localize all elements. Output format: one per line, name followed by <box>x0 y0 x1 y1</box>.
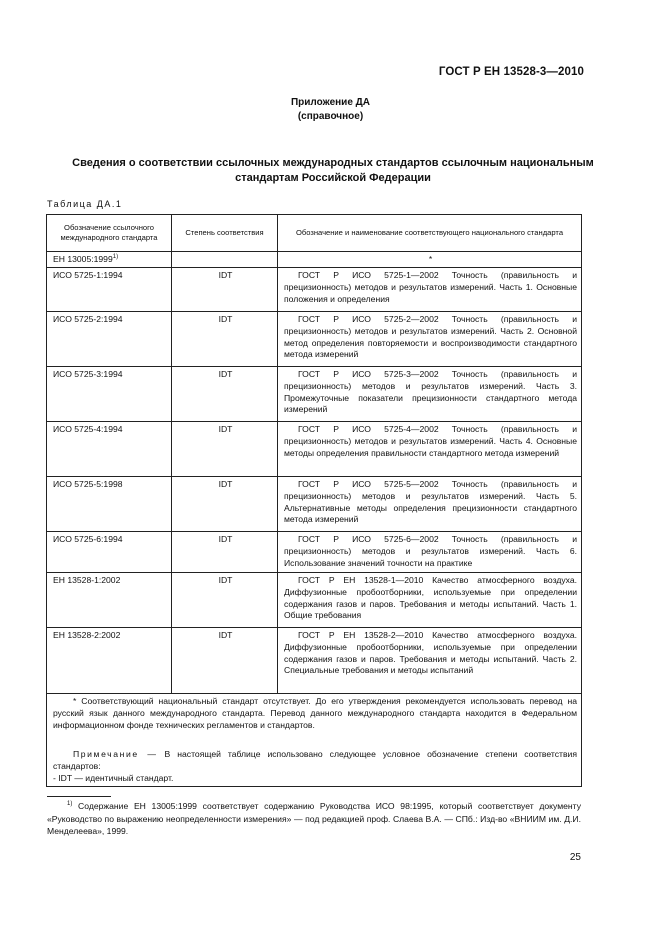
column-header-international: Обозначение ссылочного международного стандарта <box>47 215 172 252</box>
table-footnote-cell <box>47 694 582 787</box>
table-row <box>47 367 582 422</box>
table-row <box>47 268 582 312</box>
note-text: В настоящей таблице использовано следующее условное обозначение степени соответствия стандартов: <box>53 749 577 772</box>
table-label: Таблица ДА.1 <box>47 199 123 209</box>
national-standard-cell <box>278 477 582 532</box>
page-footnote-marker: 1) <box>67 801 73 808</box>
section-title: Сведения о соответствии ссылочных международных стандартов ссылочным национальным стандартам Российской Федерации <box>72 157 594 184</box>
international-standard-cell: ЕН 13528-2:2002 <box>47 628 172 694</box>
national-standard-text: ГОСТ Р ИСО 5725-4—2002 Точность (правильность и прецизионность) методов и результатов измерений. Часть 4. Основные методы определения правильности стандартного метода измерений <box>284 424 577 458</box>
international-standard-cell: ИСО 5725-1:1994 <box>47 268 172 312</box>
table-row <box>47 422 582 477</box>
table-footnote-row <box>47 694 582 787</box>
degree-cell: IDT <box>172 312 278 367</box>
footnote-separator <box>47 796 111 797</box>
degree-cell <box>172 252 278 268</box>
table-row <box>47 532 582 573</box>
degree-cell: IDT <box>172 532 278 573</box>
national-standard-text: ГОСТ Р ИСО 5725-3—2002 Точность (правильность и прецизионность) методов и результатов измерений. Часть 3. Промежуточные показатели прецизионности стандартного метода измерений <box>284 369 577 415</box>
table-row <box>47 477 582 532</box>
table-header-row <box>47 215 582 252</box>
document-number: ГОСТ Р ЕН 13528-3—2010 <box>438 66 584 78</box>
footnote-ref: 1) <box>112 254 119 261</box>
international-standard-cell: ИСО 5725-4:1994 <box>47 422 172 477</box>
national-standard-text: ГОСТ Р ИСО 5725-5—2002 Точность (правильность и прецизионность) методов и результатов измерений. Часть 5. Альтернативные методы определения прецизионности стандартного метода измерений <box>284 479 577 525</box>
degree-cell: IDT <box>172 268 278 312</box>
column-header-national: Обозначение и наименование соответствующего национального стандарта <box>278 215 582 252</box>
degree-cell: IDT <box>172 367 278 422</box>
national-standard-text: ГОСТ Р ИСО 5725-2—2002 Точность (правильность и прецизионность) методов и результатов измерений. Часть 2. Основной метод определения повторяемости и воспроизводимости стандартного метода измерений <box>284 314 577 360</box>
note-label: Примечание — <box>73 749 158 760</box>
degree-cell: IDT <box>172 422 278 477</box>
national-standard-text: ГОСТ Р ИСО 5725-1—2002 Точность (правильность и прецизионность) методов и результатов измерений. Часть 1. Основные положения и определения <box>284 270 577 304</box>
table-note <box>53 749 577 773</box>
degree-cell: IDT <box>172 628 278 694</box>
table-row <box>47 252 582 268</box>
international-standard-cell: ИСО 5725-2:1994 <box>47 312 172 367</box>
page-footnote-text: Содержание ЕН 13005:1999 соответствует содержанию Руководства ИСО 98:1995, который соответствует документу «Руководство по выражению неопределенности измерения» — под редакцией проф. Слаева В.А. — СПб.: Изд-во «ВНИИМ им. Д.И. Менделеева», 1999. <box>47 801 581 836</box>
national-standard-cell <box>278 422 582 477</box>
note-item: - IDT — идентичный стандарт. <box>53 772 174 783</box>
international-standard-cell <box>47 252 172 268</box>
standards-table <box>46 214 582 787</box>
annex-subtitle: (справочное) <box>297 111 364 122</box>
national-standard-cell <box>278 573 582 628</box>
annex-title: Приложение ДА <box>290 97 371 108</box>
national-standard-cell: * <box>278 252 582 268</box>
page-footnote <box>47 800 581 838</box>
international-standard-cell: ИСО 5725-6:1994 <box>47 532 172 573</box>
degree-cell: IDT <box>172 573 278 628</box>
annex-heading <box>0 96 661 124</box>
table-row <box>47 628 582 694</box>
national-standard-cell <box>278 628 582 694</box>
national-standard-text: ГОСТ Р ИСО 5725-6—2002 Точность (правильность и прецизионность) методов и результатов измерений. Часть 6. Использование значений точности на практике <box>284 534 577 568</box>
national-standard-text: ГОСТ Р ЕН 13528-1—2010 Качество атмосферного воздуха. Диффузионные пробоотборники, используемые при определении содержания газов и паров. Требования и методы испытаний. Часть 1. Общие требования <box>284 575 577 621</box>
national-standard-cell <box>278 268 582 312</box>
international-standard-cell: ИСО 5725-3:1994 <box>47 367 172 422</box>
national-standard-text: ГОСТ Р ЕН 13528-2—2010 Качество атмосферного воздуха. Диффузионные пробоотборники, используемые при определении содержания газов и паров. Требования и методы испытаний. Часть 2. Специальные требования и методы испытаний <box>284 630 577 676</box>
column-header-degree: Степень соответствия <box>172 215 278 252</box>
degree-cell: IDT <box>172 477 278 532</box>
national-standard-cell <box>278 367 582 422</box>
national-standard-cell <box>278 532 582 573</box>
international-standard-code: ЕН 13005:1999 <box>53 254 113 264</box>
national-standard-cell <box>278 312 582 367</box>
page-number: 25 <box>569 852 581 863</box>
table-footnote: * Соответствующий национальный стандарт отсутствует. До его утверждения рекомендуется использовать перевод на русский язык данного международного стандарта. Перевод данного международного стандарта находится в Федеральном информационном фонде технических регламентов и стандартов. <box>53 696 577 730</box>
table-row <box>47 312 582 367</box>
table-row <box>47 573 582 628</box>
international-standard-cell: ЕН 13528-1:2002 <box>47 573 172 628</box>
international-standard-cell: ИСО 5725-5:1998 <box>47 477 172 532</box>
